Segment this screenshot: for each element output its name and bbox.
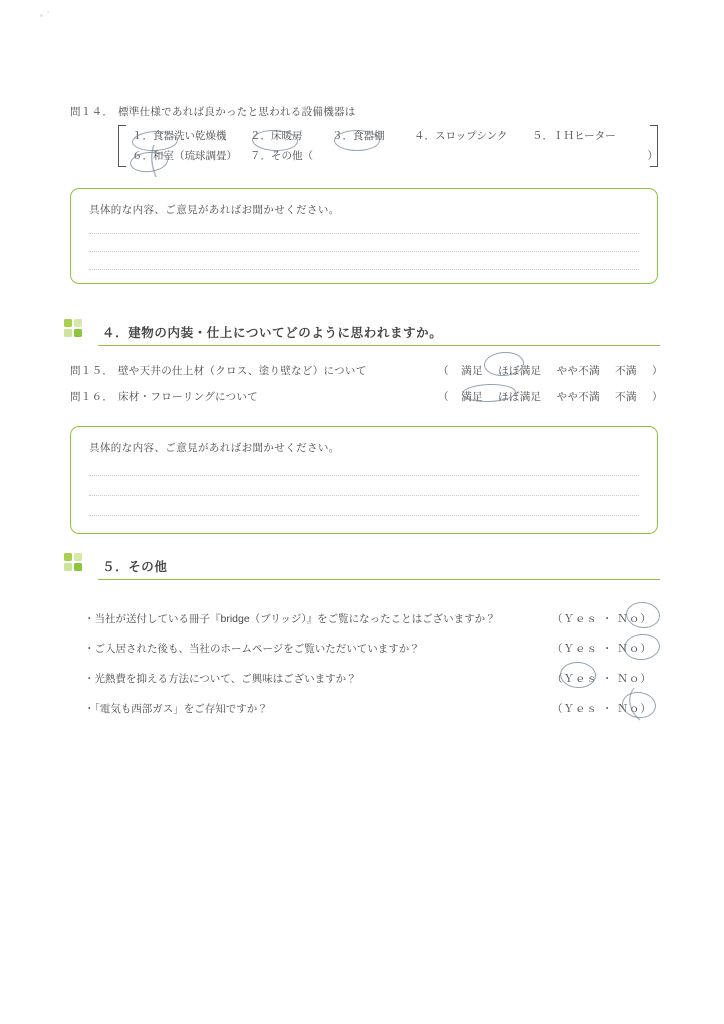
other-question-1-text: ・当社が送付している冊子『bridge（ブリッジ）』をご覧になったことはございますか？: [84, 612, 496, 625]
other-question-4-answer[interactable]: （Ｙｅｓ ・ Ｎｏ）: [552, 702, 652, 715]
scale-option-satisfied[interactable]: 満足: [461, 390, 483, 403]
other-question-1-answer[interactable]: （Ｙｅｓ ・ Ｎｏ）: [552, 612, 652, 625]
other-question-2: [84, 640, 664, 656]
other-question-2-text: ・ご入居された後も、当社のホームページをご覧いただいていますか？: [84, 642, 420, 655]
paren-close: ）: [651, 364, 663, 377]
other-question-3-answer[interactable]: （Ｙｅｓ ・ Ｎｏ）: [552, 672, 652, 685]
comment-line: [89, 475, 639, 476]
other-question-4-text: ・「電気も西部ガス」をご存知ですか？: [84, 702, 268, 715]
option-6[interactable]: ６．和室（琉球調畳）: [132, 149, 237, 162]
option-7[interactable]: ７．その他（: [250, 149, 313, 162]
comment-line: [89, 495, 639, 496]
comment-box-2-title: 具体的な内容、ご意見があればお聞かせください。: [89, 442, 340, 454]
comment-line: [89, 251, 639, 252]
section-rule: [98, 579, 660, 580]
question-16-number: 問１６．: [70, 390, 114, 403]
section-marker-icon: [64, 553, 86, 575]
other-question-4: [84, 700, 664, 716]
option-4[interactable]: ４．スロップシンク: [414, 129, 508, 142]
section-5-header: [60, 552, 660, 580]
other-question-1: [84, 610, 664, 626]
paren-open: （: [438, 364, 449, 377]
option-5[interactable]: ５．ＩＨヒーター: [532, 129, 616, 142]
section-rule: [98, 345, 660, 346]
question-16-text: 床材・フローリングについて: [118, 390, 258, 403]
section-marker-icon: [64, 319, 86, 341]
scale-option-mostly-satisfied[interactable]: ほぼ満足: [498, 390, 542, 403]
section-4-header: [60, 318, 660, 346]
question-14-text: 標準仕様であれば良かったと思われる設備機器は: [118, 106, 356, 118]
question-14: [70, 104, 660, 165]
section-5-title: ５．その他: [102, 560, 168, 574]
question-15-number: 問１５．: [70, 364, 114, 377]
scan-speck: [47, 11, 49, 13]
comment-box-1[interactable]: [70, 188, 658, 284]
question-14-options: [118, 125, 658, 165]
comment-line: [89, 269, 639, 270]
paren-open: （: [438, 390, 449, 403]
bracket-right: [650, 125, 658, 167]
question-14-number: 問１４．: [70, 106, 114, 118]
comment-box-1-title: 具体的な内容、ご意見があればお聞かせください。: [89, 204, 340, 216]
question-15-scale: [438, 363, 663, 378]
scan-speck: [40, 14, 43, 17]
paren-close: ）: [651, 390, 663, 403]
other-question-3: [84, 670, 664, 686]
scale-option-somewhat-unsatisfied[interactable]: やや不満: [556, 364, 600, 377]
option-2[interactable]: ２．床暖房: [250, 129, 303, 142]
scale-option-unsatisfied[interactable]: 不満: [615, 364, 637, 377]
scale-option-somewhat-unsatisfied[interactable]: やや不満: [556, 390, 600, 403]
scale-option-unsatisfied[interactable]: 不満: [615, 390, 637, 403]
scale-option-satisfied[interactable]: 満足: [461, 364, 483, 377]
bracket-left: [118, 125, 126, 167]
comment-line: [89, 515, 639, 516]
scale-option-mostly-satisfied[interactable]: ほぼ満足: [498, 364, 542, 377]
question-16-scale: [438, 389, 663, 404]
option-7-close: ）: [647, 149, 658, 162]
other-question-3-text: ・光熱費を抑える方法について、ご興味はございますか？: [84, 672, 357, 685]
question-15-text: 壁や天井の仕上材（クロス、塗り壁など）について: [118, 364, 367, 377]
comment-line: [89, 233, 639, 234]
section-4-title: ４．建物の内装・仕上についてどのように思われますか。: [102, 326, 443, 340]
comment-box-2[interactable]: [70, 426, 658, 534]
option-3[interactable]: ３．食器棚: [332, 129, 385, 142]
option-1[interactable]: １．食器洗い乾燥機: [132, 129, 227, 142]
question-16: [70, 388, 670, 404]
other-question-2-answer[interactable]: （Ｙｅｓ ・ Ｎｏ）: [552, 642, 652, 655]
question-15: [70, 362, 670, 378]
